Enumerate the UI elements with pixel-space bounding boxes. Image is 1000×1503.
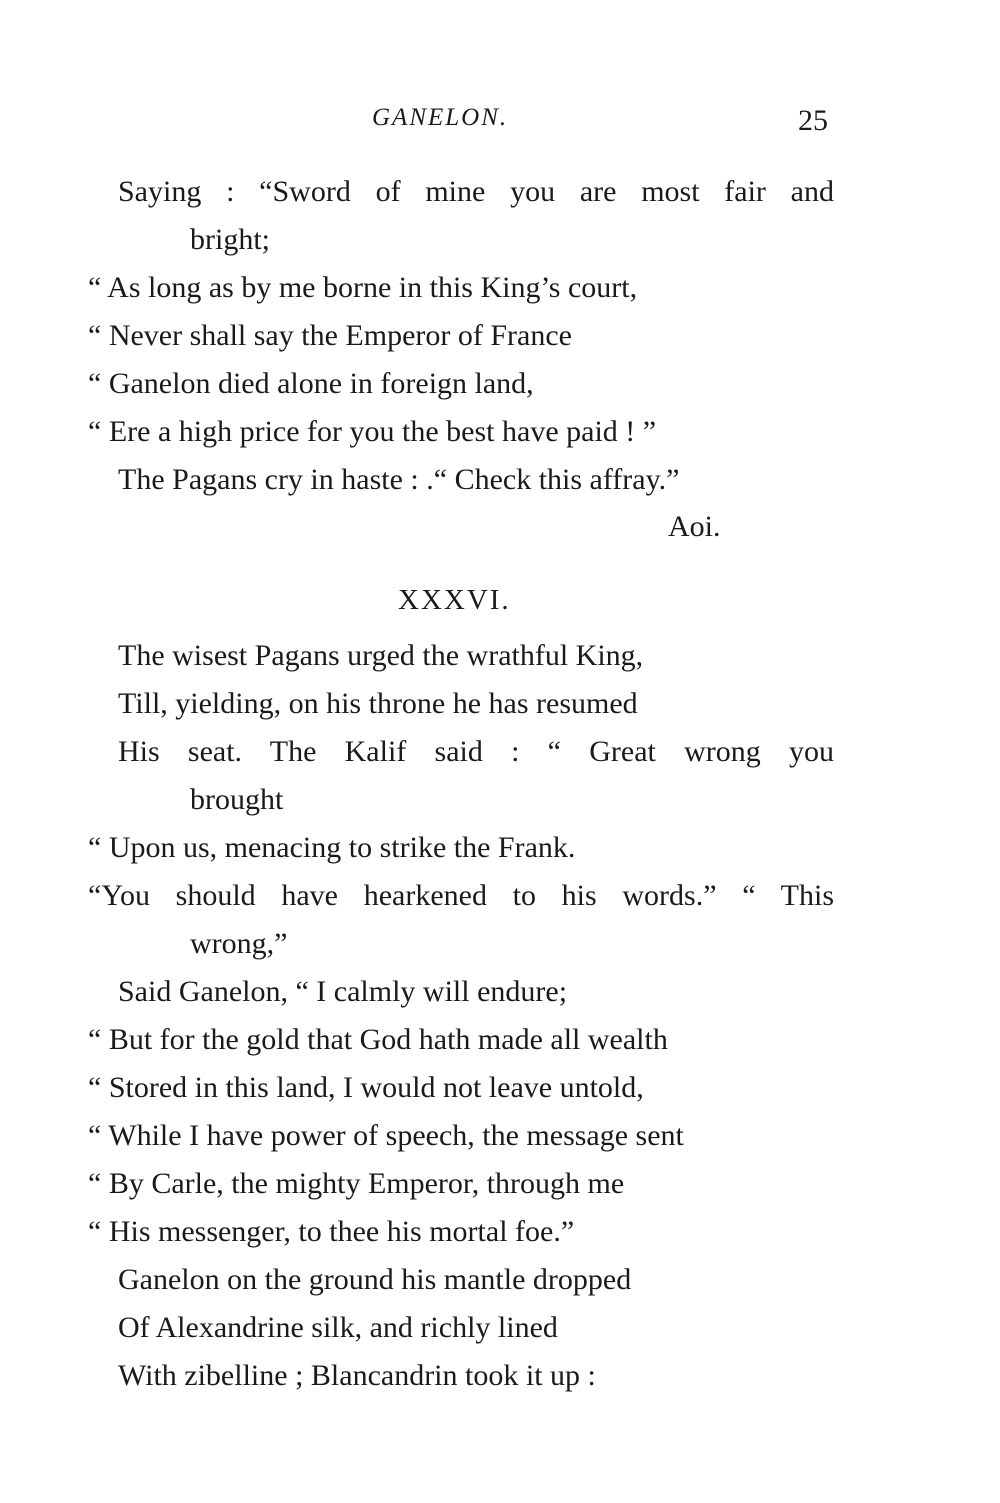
verse-line: brought [190,783,284,816]
verse-line: bright; [190,223,270,256]
verse-line: Saying : “Sword of mine you are most fair and [118,175,834,208]
verse-line: “ Ere a high price for you the best have paid ! ” [88,415,657,448]
verse-line: Said Ganelon, “ I calmly will endure; [118,975,568,1008]
verse-line: “ Upon us, menacing to strike the Frank. [88,831,576,864]
verse-line: “ Never shall say the Emperor of France [88,319,572,352]
verse-line: “ As long as by me borne in this King’s court, [88,271,638,304]
stanza-heading: XXXVI. [398,584,511,616]
refrain-aoi: Aoi. [668,510,721,543]
verse-line: Of Alexandrine silk, and richly lined [118,1311,558,1344]
verse-line: “ But for the gold that God hath made all wealth [88,1023,668,1056]
verse-line: “You should have hearkened to his words.” “ This [88,879,834,912]
verse-line: Ganelon on the ground his mantle dropped [118,1263,632,1296]
verse-line: “ Stored in this land, I would not leave untold, [88,1071,644,1104]
verse-line: The wisest Pagans urged the wrathful King, [118,639,644,672]
running-title: GANELON. [372,104,509,131]
verse-line: “ While I have power of speech, the message sent [88,1119,684,1152]
verse-line: wrong,” [190,927,288,960]
verse-line: “ Ganelon died alone in foreign land, [88,367,534,400]
verse-line: The Pagans cry in haste : .“ Check this affray.” [118,463,680,496]
verse-line: “ His messenger, to thee his mortal foe.” [88,1215,575,1248]
verse-line: His seat. The Kalif said : “ Great wrong you [118,735,834,768]
page-number: 25 [798,104,828,137]
verse-line: With zibelline ; Blancandrin took it up : [118,1359,596,1392]
verse-line: “ By Carle, the mighty Emperor, through me [88,1167,625,1200]
verse-line: Till, yielding, on his throne he has resumed [118,687,638,720]
